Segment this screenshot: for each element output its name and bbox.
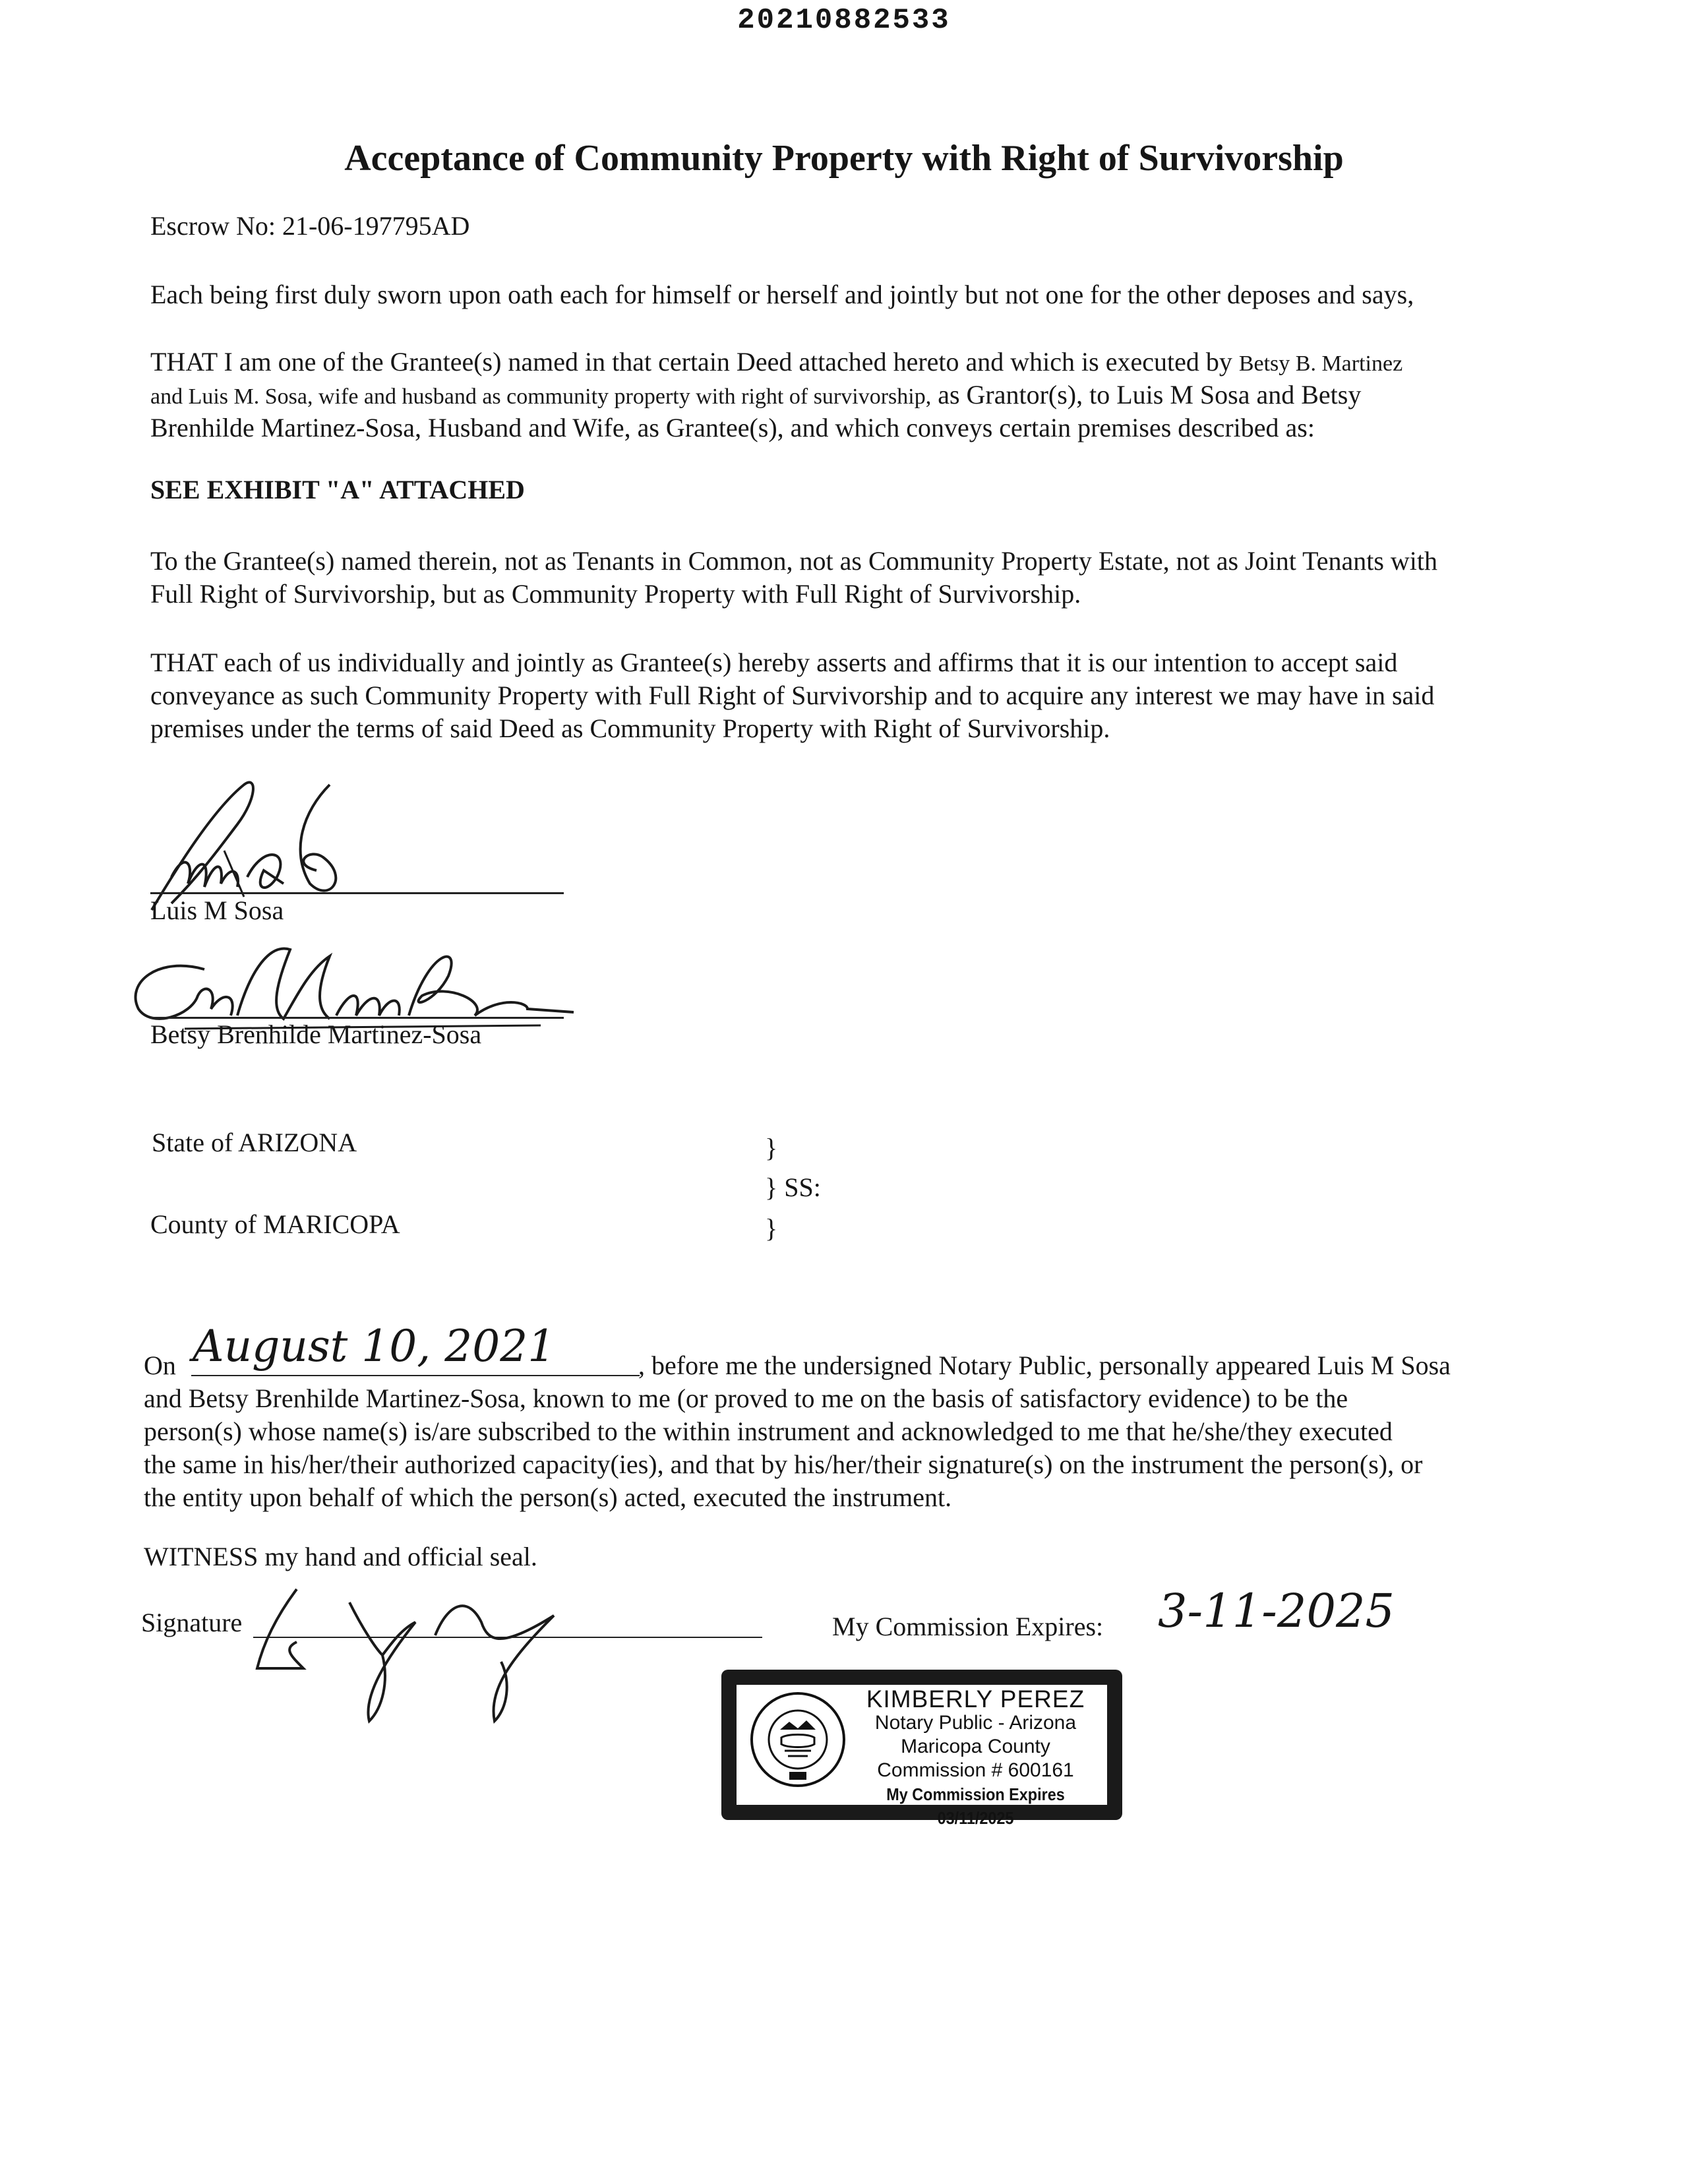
stamp-notary-name: KIMBERLY PEREZ [866, 1685, 1085, 1713]
venue-county: County of MARICOPA [150, 1209, 400, 1239]
venue-state: State of ARIZONA [152, 1128, 357, 1157]
ack-line-3: person(s) whose name(s) is/are subscribed to the within instrument and acknowledged to me that he/she/they executed [144, 1416, 1393, 1446]
intent-line-1: THAT each of us individually and jointly as Grantee(s) hereby asserts and affirms that it is our intention to accept said [150, 648, 1398, 677]
ack-line-4: the same in his/her/their authorized capacity(ies), and that by his/her/their signature(s) on the instrument the person(s), or [144, 1449, 1423, 1479]
stamp-text-block [849, 1687, 1102, 1830]
ack-line-2: and Betsy Brenhilde Martinez-Sosa, known to me (or proved to me on the basis of satisfactory evidence) to be the [144, 1383, 1348, 1413]
that-line-1a: THAT I am one of the Grantee(s) named in that certain Deed attached hereto and which is executed by [150, 347, 1232, 377]
date-line [191, 1375, 640, 1376]
commission-expires-handwritten: 3-11-2025 [1158, 1584, 1395, 1638]
signer-name-1: Luis M Sosa [150, 895, 284, 925]
witness-line: WITNESS my hand and official seal. [144, 1542, 537, 1571]
ack-on-label: On [144, 1350, 176, 1380]
ack-line-5: the entity upon behalf of which the person(s) acted, executed the instrument. [144, 1482, 952, 1512]
commission-expires-label: My Commission Expires: [832, 1612, 1104, 1641]
notary-stamp [721, 1670, 1122, 1828]
notary-signature [251, 1576, 567, 1728]
stamp-commission-expiry: My Commission Expires 03/11/2025 [886, 1784, 1065, 1828]
intent-line-3: premises under the terms of said Deed as Community Property with Right of Survivorship. [150, 713, 1110, 743]
venue-brace-bottom: } [765, 1213, 778, 1243]
stamp-notary-title: Notary Public - Arizona [874, 1712, 1077, 1734]
that-line-2b: as Grantor(s), to Luis M Sosa and Betsy [938, 380, 1362, 410]
document-title: Acceptance of Community Property with Right of Survivorship [344, 138, 1344, 179]
venue-ss: } SS: [765, 1172, 821, 1202]
recording-number: 20210882533 [737, 4, 951, 37]
that-line-2a: and Luis M. Sosa, wife and husband as community property with right of survivorship, [150, 384, 932, 409]
ack-date-handwritten: August 10, 2021 [193, 1321, 556, 1372]
intent-line-2: conveyance as such Community Property with Full Right of Survivorship and to acquire any interest we may have in said [150, 681, 1435, 710]
stamp-commission-number: Commission # 600161 [877, 1759, 1074, 1781]
signer-name-2: Betsy Brenhilde Martinez-Sosa [150, 1019, 482, 1049]
stamp-county: Maricopa County [901, 1736, 1050, 1757]
that-line-1b: Betsy B. Martinez [1238, 351, 1403, 376]
signature-label: Signature [141, 1608, 243, 1637]
venue-brace-top: } [765, 1133, 778, 1163]
ack-line-1-rest: , before me the undersigned Notary Public, personally appeared Luis M Sosa [638, 1350, 1451, 1380]
exhibit-heading: SEE EXHIBIT "A" ATTACHED [150, 475, 525, 504]
that-line-3: Brenhilde Martinez-Sosa, Husband and Wife, as Grantee(s), and which conveys certain premises described as: [150, 413, 1315, 442]
grantee-line-1: To the Grantee(s) named therein, not as Tenants in Common, not as Community Property Estate, not as Joint Tenants with [150, 546, 1438, 576]
arizona-state-seal-icon [748, 1690, 847, 1789]
oath-paragraph: Each being first duly sworn upon oath each for himself or herself and jointly but not one for the other deposes and says, [150, 280, 1414, 309]
grantee-line-2: Full Right of Survivorship, but as Community Property with Full Right of Survivorship. [150, 579, 1081, 609]
escrow-number: Escrow No: 21-06-197795AD [150, 211, 470, 241]
